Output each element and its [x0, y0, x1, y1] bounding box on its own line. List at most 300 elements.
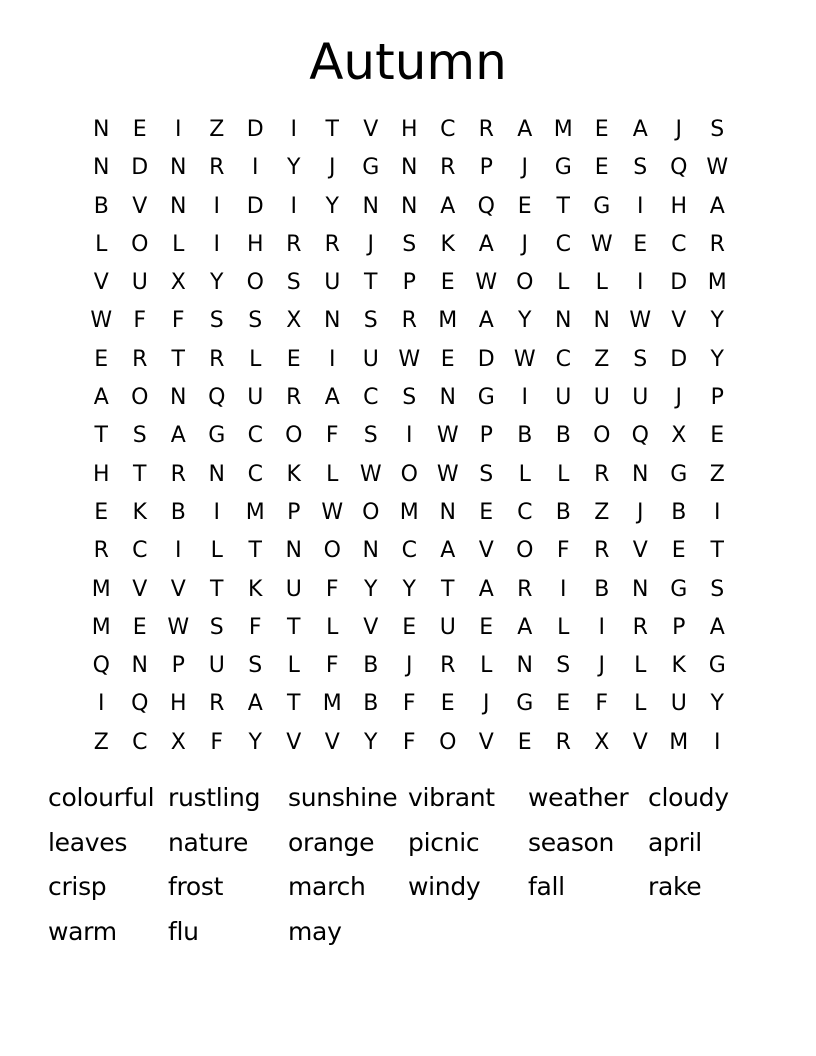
grid-letter: Y — [710, 691, 724, 717]
grid-letter: M — [438, 308, 458, 334]
grid-letter: W — [90, 308, 113, 334]
grid-letter: R — [132, 346, 148, 372]
grid-letter: R — [93, 538, 109, 564]
grid-letter: P — [710, 385, 724, 411]
grid-letter: Q — [631, 423, 649, 449]
grid-letter: N — [401, 193, 418, 219]
grid-letter: J — [521, 231, 528, 257]
grid-letter: S — [286, 270, 301, 296]
grid-letter: Y — [248, 729, 262, 755]
grid-letter: Q — [92, 653, 110, 679]
grid-letter: E — [594, 117, 609, 142]
grid-letter: E — [402, 614, 417, 640]
grid-letter: A — [478, 308, 494, 334]
grid-letter: R — [286, 385, 302, 411]
grid-letter: V — [671, 308, 687, 334]
grid-letter: O — [439, 729, 457, 755]
grid-letter: P — [171, 653, 185, 679]
grid-letter: E — [633, 231, 648, 257]
grid-letter: L — [210, 538, 223, 564]
grid-letter: G — [670, 576, 688, 602]
word-list-item: cloudy — [648, 783, 729, 812]
grid-letter: O — [516, 270, 534, 296]
grid-letter: W — [475, 270, 498, 296]
word-list-item: rake — [648, 872, 702, 902]
grid-letter: A — [517, 614, 533, 640]
grid-letter: C — [555, 231, 571, 257]
grid-letter: V — [132, 576, 148, 602]
grid-letter: X — [170, 270, 186, 296]
grid-letter: H — [92, 461, 110, 487]
grid-letter: R — [517, 576, 533, 602]
puzzle-title: Autumn — [309, 33, 507, 91]
grid-letter: N — [208, 461, 225, 487]
grid-letter: F — [133, 308, 147, 334]
grid-letter: Y — [287, 155, 301, 181]
grid-letter: Q — [208, 385, 226, 411]
grid-letter: R — [209, 155, 225, 181]
grid-letter: I — [637, 193, 644, 219]
grid-letter: R — [170, 461, 186, 487]
grid-letter: Y — [210, 270, 224, 296]
word-list-item: april — [648, 827, 702, 857]
grid-letter: N — [439, 499, 456, 525]
grid-letter: M — [553, 117, 573, 142]
grid-letter: B — [517, 423, 533, 449]
grid-letter: R — [401, 308, 417, 334]
grid-letter: U — [555, 385, 572, 411]
grid-letter: S — [363, 308, 378, 334]
grid-letter: C — [132, 538, 148, 564]
grid-letter: S — [633, 155, 648, 181]
grid-letter: S — [479, 461, 494, 487]
grid-letter: W — [398, 346, 421, 372]
grid-letter: S — [248, 308, 263, 334]
word-list-item: flu — [168, 917, 199, 947]
grid-letter: R — [594, 538, 610, 564]
grid-letter: J — [675, 385, 682, 411]
grid-letter: J — [521, 155, 528, 181]
grid-letter: L — [518, 461, 531, 487]
grid-letter: W — [359, 461, 382, 487]
grid-letter: N — [632, 461, 649, 487]
grid-letter: A — [478, 576, 494, 602]
grid-letter: C — [517, 499, 533, 525]
grid-letter: X — [286, 308, 302, 334]
grid-letter: F — [171, 308, 185, 334]
grid-letter: E — [440, 346, 455, 372]
grid-letter: T — [133, 461, 147, 487]
grid-letter: I — [521, 385, 528, 411]
grid-letter: I — [175, 538, 182, 564]
grid-letter: I — [714, 729, 721, 755]
grid-letter: U — [670, 691, 687, 717]
word-list-item: frost — [168, 872, 224, 902]
grid-letter: S — [209, 308, 224, 334]
grid-letter: P — [402, 270, 416, 296]
word-list-item: picnic — [408, 827, 480, 857]
word-list-item: march — [288, 872, 366, 902]
grid-letter: S — [556, 653, 571, 679]
grid-letter: Y — [364, 576, 378, 602]
grid-letter: W — [513, 346, 536, 372]
grid-letter: K — [671, 653, 686, 679]
grid-letter: T — [710, 538, 724, 564]
grid-letter: Y — [402, 576, 416, 602]
grid-letter: C — [132, 729, 148, 755]
word-list — [48, 776, 768, 955]
grid-letter: N — [170, 193, 187, 219]
grid-letter: W — [436, 423, 459, 449]
grid-letter: E — [94, 346, 109, 372]
grid-letter: R — [209, 346, 225, 372]
grid-letter: A — [632, 117, 648, 142]
grid-letter: U — [247, 385, 264, 411]
grid-letter: N — [93, 117, 110, 142]
grid-letter: U — [439, 614, 456, 640]
grid-letter: G — [362, 155, 380, 181]
grid-letter: B — [93, 193, 109, 219]
grid-letter: V — [363, 117, 379, 142]
grid-letter: F — [248, 614, 262, 640]
grid-letter: N — [439, 385, 456, 411]
grid-letter: L — [480, 653, 493, 679]
grid-letter: U — [324, 270, 341, 296]
grid-letter: I — [175, 117, 182, 142]
grid-letter: I — [406, 423, 413, 449]
grid-letter: Z — [709, 461, 725, 487]
grid-letter: U — [285, 576, 302, 602]
grid-letter: V — [286, 729, 302, 755]
grid-letter: L — [326, 614, 339, 640]
grid-letter: E — [440, 691, 455, 717]
grid-letter: I — [714, 499, 721, 525]
grid-letter: I — [213, 499, 220, 525]
grid-letter: E — [132, 117, 147, 142]
grid-letter: U — [632, 385, 649, 411]
grid-letter: V — [363, 614, 379, 640]
grid-letter: L — [287, 653, 300, 679]
grid-letter: G — [708, 653, 726, 679]
grid-letter: G — [477, 385, 495, 411]
grid-letter: O — [131, 385, 149, 411]
grid-letter: M — [91, 614, 111, 640]
grid-letter: P — [479, 423, 493, 449]
grid-letter: N — [362, 538, 379, 564]
grid-letter: T — [364, 270, 378, 296]
grid-letter: Y — [518, 308, 532, 334]
grid-letter: T — [287, 614, 301, 640]
grid-letter: L — [326, 461, 339, 487]
grid-letter: C — [440, 117, 456, 142]
grid-letter: G — [554, 155, 572, 181]
grid-letter: M — [707, 270, 727, 296]
grid-letter: W — [629, 308, 652, 334]
grid-letter: I — [598, 614, 605, 640]
grid-letter: V — [324, 729, 340, 755]
word-list-item: vibrant — [408, 783, 495, 812]
grid-letter: E — [710, 423, 725, 449]
grid-letter: L — [557, 270, 570, 296]
grid-letter: W — [167, 614, 190, 640]
grid-letter: B — [555, 499, 571, 525]
grid-letter: M — [399, 499, 419, 525]
grid-letter: R — [440, 155, 456, 181]
grid-letter: U — [208, 653, 225, 679]
grid-letter: Q — [131, 691, 149, 717]
grid-letter: A — [247, 691, 263, 717]
grid-letter: F — [556, 538, 570, 564]
grid-letter: N — [170, 385, 187, 411]
word-list-item: leaves — [48, 827, 128, 857]
grid-letter: A — [440, 193, 456, 219]
grid-letter: B — [671, 499, 687, 525]
grid-letter: L — [595, 270, 608, 296]
grid-letter: W — [436, 461, 459, 487]
grid-letter: C — [247, 461, 263, 487]
grid-letter: T — [556, 193, 570, 219]
word-list-item: rustling — [168, 783, 261, 812]
grid-letter: R — [440, 653, 456, 679]
grid-letter: F — [325, 423, 339, 449]
grid-letter: A — [170, 423, 186, 449]
grid-letter: L — [557, 614, 570, 640]
grid-letter: H — [670, 193, 688, 219]
letter-grid — [82, 111, 737, 762]
grid-letter: U — [131, 270, 148, 296]
grid-letter: H — [169, 691, 187, 717]
grid-letter: M — [245, 499, 265, 525]
grid-letter: R — [594, 461, 610, 487]
grid-letter: P — [287, 499, 301, 525]
grid-letter: D — [477, 346, 495, 372]
grid-letter: L — [634, 691, 647, 717]
grid-letter: F — [402, 729, 416, 755]
grid-letter: N — [285, 538, 302, 564]
grid-letter: U — [362, 346, 379, 372]
grid-letter: C — [401, 538, 417, 564]
grid-letter: I — [290, 117, 297, 142]
grid-letter: V — [93, 270, 109, 296]
grid-letter: N — [555, 308, 572, 334]
grid-letter: S — [363, 423, 378, 449]
grid-letter: W — [321, 499, 344, 525]
grid-letter: V — [170, 576, 186, 602]
grid-letter: R — [324, 231, 340, 257]
word-list-item: colourful — [48, 783, 155, 812]
grid-letter: N — [324, 308, 341, 334]
grid-letter: D — [246, 193, 264, 219]
grid-letter: C — [671, 231, 687, 257]
grid-letter: V — [632, 729, 648, 755]
grid-letter: E — [132, 614, 147, 640]
grid-letter: L — [172, 231, 185, 257]
grid-letter: E — [479, 499, 494, 525]
grid-letter: A — [93, 385, 109, 411]
grid-letter: S — [633, 346, 648, 372]
grid-letter: E — [517, 729, 532, 755]
grid-letter: H — [400, 117, 418, 142]
grid-letter: C — [247, 423, 263, 449]
grid-letter: X — [671, 423, 687, 449]
grid-letter: J — [329, 155, 336, 181]
grid-letter: Z — [594, 346, 610, 372]
grid-letter: T — [287, 691, 301, 717]
grid-letter: I — [560, 576, 567, 602]
grid-letter: N — [401, 155, 418, 181]
grid-letter: S — [710, 117, 725, 142]
grid-letter: B — [555, 423, 571, 449]
grid-letter: D — [131, 155, 149, 181]
grid-letter: O — [593, 423, 611, 449]
word-list-item: weather — [528, 783, 629, 812]
grid-letter: E — [517, 193, 532, 219]
grid-letter: I — [213, 193, 220, 219]
grid-letter: R — [286, 231, 302, 257]
grid-letter: E — [286, 346, 301, 372]
grid-letter: K — [286, 461, 301, 487]
grid-letter: W — [706, 155, 729, 181]
word-list-item: season — [528, 827, 615, 857]
grid-letter: R — [209, 691, 225, 717]
grid-letter: S — [209, 614, 224, 640]
grid-letter: Z — [209, 117, 225, 142]
grid-letter: P — [672, 614, 686, 640]
grid-letter: G — [593, 193, 611, 219]
grid-letter: I — [213, 231, 220, 257]
grid-letter: J — [483, 691, 490, 717]
word-list-item: sunshine — [288, 783, 398, 812]
word-list-item: may — [288, 917, 342, 947]
grid-letter: Y — [364, 729, 378, 755]
grid-letter: L — [634, 653, 647, 679]
grid-letter: O — [131, 231, 149, 257]
grid-letter: R — [632, 614, 648, 640]
grid-letter: V — [478, 538, 494, 564]
grid-letter: K — [440, 231, 455, 257]
grid-letter: C — [363, 385, 379, 411]
grid-letter: O — [285, 423, 303, 449]
grid-letter: K — [248, 576, 263, 602]
word-list-item: crisp — [48, 872, 107, 902]
grid-letter: A — [709, 193, 725, 219]
grid-letter: E — [440, 270, 455, 296]
grid-letter: R — [555, 729, 571, 755]
grid-letter: S — [248, 653, 263, 679]
grid-letter: A — [324, 385, 340, 411]
grid-letter: O — [516, 538, 534, 564]
word-list-item: windy — [408, 872, 481, 902]
grid-letter: A — [478, 231, 494, 257]
word-list-item: nature — [168, 827, 249, 857]
grid-letter: T — [171, 346, 185, 372]
grid-letter: Y — [710, 346, 724, 372]
grid-letter: J — [637, 499, 644, 525]
grid-letter: V — [478, 729, 494, 755]
grid-letter: A — [709, 614, 725, 640]
grid-letter: G — [670, 461, 688, 487]
grid-letter: E — [671, 538, 686, 564]
grid-letter: O — [400, 461, 418, 487]
grid-letter: E — [479, 614, 494, 640]
grid-letter: M — [322, 691, 342, 717]
grid-letter: I — [637, 270, 644, 296]
grid-letter: Z — [594, 499, 610, 525]
word-list-item: warm — [48, 917, 117, 947]
grid-letter: V — [132, 193, 148, 219]
grid-letter: S — [402, 231, 417, 257]
grid-letter: B — [170, 499, 186, 525]
grid-letter: D — [246, 117, 264, 142]
grid-letter: A — [517, 117, 533, 142]
grid-letter: B — [594, 576, 610, 602]
grid-letter: G — [208, 423, 226, 449]
grid-letter: R — [709, 231, 725, 257]
grid-letter: I — [329, 346, 336, 372]
grid-letter: I — [252, 155, 259, 181]
grid-letter: S — [710, 576, 725, 602]
grid-letter: F — [325, 576, 339, 602]
grid-letter: F — [402, 691, 416, 717]
grid-letter: N — [93, 155, 110, 181]
grid-letter: A — [440, 538, 456, 564]
grid-letter: W — [590, 231, 613, 257]
grid-letter: B — [363, 653, 379, 679]
grid-letter: S — [132, 423, 147, 449]
grid-letter: V — [632, 538, 648, 564]
grid-letter: P — [479, 155, 493, 181]
grid-letter: F — [210, 729, 224, 755]
grid-letter: M — [669, 729, 689, 755]
word-list-item: fall — [528, 872, 565, 902]
word-list-item: orange — [288, 827, 375, 857]
grid-letter: N — [170, 155, 187, 181]
grid-letter: K — [132, 499, 147, 525]
grid-letter: F — [325, 653, 339, 679]
grid-letter: Q — [670, 155, 688, 181]
grid-letter: N — [632, 576, 649, 602]
grid-letter: T — [210, 576, 224, 602]
grid-letter: D — [670, 270, 688, 296]
grid-letter: J — [675, 117, 682, 142]
grid-letter: X — [170, 729, 186, 755]
grid-letter: X — [594, 729, 610, 755]
grid-letter: E — [556, 691, 571, 717]
grid-letter: N — [516, 653, 533, 679]
grid-letter: L — [557, 461, 570, 487]
grid-letter: S — [402, 385, 417, 411]
grid-letter: T — [94, 423, 108, 449]
grid-letter: O — [362, 499, 380, 525]
grid-letter: G — [516, 691, 534, 717]
grid-letter: J — [406, 653, 413, 679]
grid-letter: N — [593, 308, 610, 334]
grid-letter: I — [290, 193, 297, 219]
grid-letter: Y — [325, 193, 339, 219]
grid-letter: R — [478, 117, 494, 142]
grid-letter: F — [595, 691, 609, 717]
grid-letter: B — [363, 691, 379, 717]
grid-letter: L — [95, 231, 108, 257]
grid-letter: N — [131, 653, 148, 679]
grid-letter: T — [325, 117, 339, 142]
grid-letter: J — [367, 231, 374, 257]
grid-letter: E — [94, 499, 109, 525]
grid-letter: O — [323, 538, 341, 564]
grid-letter: N — [362, 193, 379, 219]
grid-letter: O — [246, 270, 264, 296]
grid-letter: Y — [710, 308, 724, 334]
